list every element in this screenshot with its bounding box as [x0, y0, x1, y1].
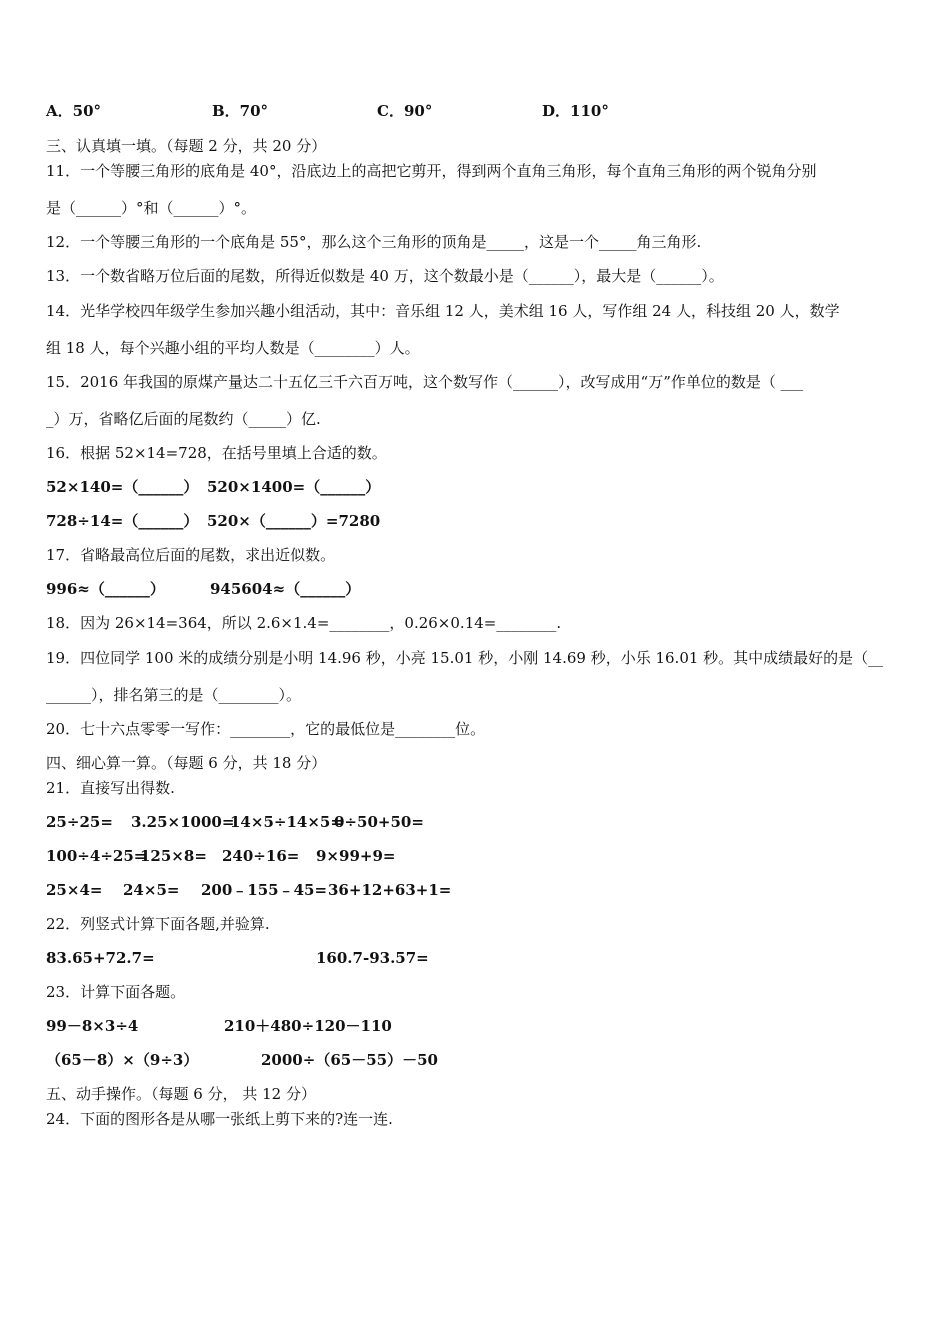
q23-item: （65－8）×（9÷3）: [46, 1051, 199, 1069]
q22-item: 83.65+72.7=: [46, 949, 155, 967]
q21-item: 0÷50+50=: [334, 813, 424, 831]
question-13: 13．一个数省略万位后面的尾数，所得近似数是 40 万，这个数最小是（______），最大是（______）。: [46, 267, 724, 285]
option-c: C．90°: [377, 102, 433, 120]
q16-item: 52×140=（______）: [46, 478, 199, 496]
question-22: 22．列竖式计算下面各题,并验算.: [46, 915, 270, 933]
q21-item: 200﹣155﹣45=: [201, 881, 328, 899]
q21-item: 240÷16=: [222, 847, 300, 865]
q21-item: 125×8=: [140, 847, 207, 865]
question-23: 23．计算下面各题。: [46, 983, 186, 1001]
q17-item: 945604≈（______）: [210, 580, 361, 598]
option-a: A．50°: [46, 102, 102, 120]
q21-item: 24×5=: [123, 881, 180, 899]
option-b: B．70°: [212, 102, 269, 120]
q21-item: 25÷25=: [46, 813, 113, 831]
question-14-line-2: 组 18 人，每个兴趣小组的平均人数是（________）人。: [46, 339, 420, 357]
question-24: 24．下面的图形各是从哪一张纸上剪下来的?连一连.: [46, 1110, 393, 1128]
question-21: 21．直接写出得数.: [46, 779, 175, 797]
q16-item: 520×1400=（______）: [207, 478, 381, 496]
q16-item: 728÷14=（______）: [46, 512, 199, 530]
q16-item: 520×（______）=7280: [207, 512, 381, 530]
q23-item: 2000÷（65－55）－50: [261, 1051, 438, 1069]
q17-item: 996≈（______）: [46, 580, 165, 598]
question-18: 18．因为 26×14=364，所以 2.6×1.4=________，0.26×0.14=________.: [46, 614, 562, 632]
question-17: 17．省略最高位后面的尾数，求出近似数。: [46, 546, 336, 564]
q21-item: 9×99+9=: [316, 847, 396, 865]
question-12: 12．一个等腰三角形的一个底角是 55°，那么这个三角形的顶角是_____，这是一个_____角三角形.: [46, 233, 702, 251]
question-20: 20．七十六点零零一写作：________，它的最低位是________位。: [46, 720, 486, 738]
question-19-line-1: 19．四位同学 100 米的成绩分别是小明 14.96 秒，小亮 15.01 秒，小刚 14.69 秒，小乐 16.01 秒。其中成绩最好的是（__: [46, 649, 884, 667]
section-3-title: 三、认真填一填。（每题 2 分，共 20 分）: [46, 137, 327, 155]
q21-item: 36+12+63+1=: [328, 881, 452, 899]
question-16: 16．根据 52×14=728，在括号里填上合适的数。: [46, 444, 387, 462]
section-4-title: 四、细心算一算。（每题 6 分，共 18 分）: [46, 754, 327, 772]
question-19-line-2: ______），排名第三的是（________）。: [46, 686, 302, 704]
question-14-line-1: 14．光华学校四年级学生参加兴趣小组活动，其中：音乐组 12 人，美术组 16 人，写作组 24 人，科技组 20 人，数学: [46, 302, 840, 320]
q21-item: 3.25×1000=: [131, 813, 235, 831]
q22-item: 160.7-93.57=: [316, 949, 429, 967]
question-11-line-2: 是（______）°和（______）°。: [46, 199, 257, 217]
question-15-line-1: 15．2016 年我国的原煤产量达二十五亿三千六百万吨，这个数写作（______），改写成用“万”作单位的数是（ ___: [46, 373, 804, 391]
option-d: D．110°: [542, 102, 609, 120]
q21-item: 14×5÷14×5=: [230, 813, 343, 831]
q21-item: 25×4=: [46, 881, 103, 899]
question-15-line-2: _）万，省略亿后面的尾数约（_____）亿.: [46, 410, 321, 428]
section-5-title: 五、动手操作。（每题 6 分， 共 12 分）: [46, 1085, 316, 1103]
q23-item: 99－8×3÷4: [46, 1017, 139, 1035]
q23-item: 210＋480÷120－110: [224, 1017, 392, 1035]
q21-item: 100÷4÷25=: [46, 847, 147, 865]
question-11-line-1: 11．一个等腰三角形的底角是 40°，沿底边上的高把它剪开，得到两个直角三角形，每个直角三角形的两个锐角分别: [46, 162, 817, 180]
